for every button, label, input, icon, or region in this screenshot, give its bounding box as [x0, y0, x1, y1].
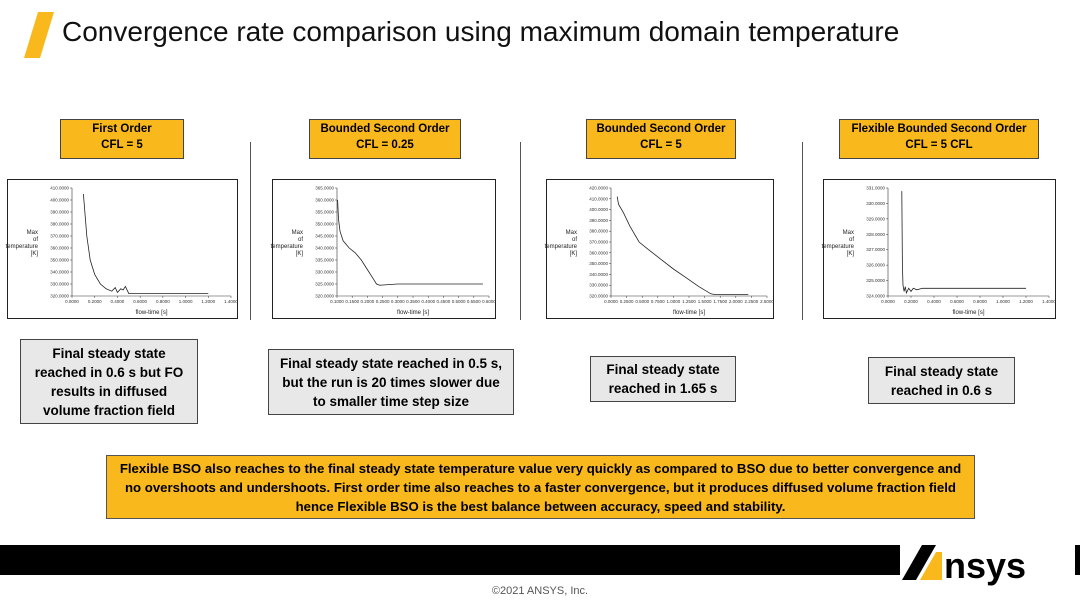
y-tick-label: 324.0000	[866, 293, 885, 299]
x-tick-label: 1.0000	[666, 299, 681, 304]
y-tick-label: 330.0000	[50, 281, 69, 287]
y-tick-label: 410.0000	[589, 196, 608, 202]
panel-header-line1: Bounded Second Order	[596, 123, 726, 135]
x-tick-label: 1.7500	[713, 299, 728, 304]
panel-header-first-order	[60, 119, 184, 159]
x-axis-label: flow-time [s]	[135, 310, 168, 316]
accent-slash-icon	[24, 12, 54, 58]
y-tick-label: 330.0000	[589, 282, 608, 288]
y-tick-label: 331.0000	[866, 185, 885, 191]
panel-note-text: Final steady state reached in 0.6 s	[884, 363, 999, 398]
x-tick-label: 0.2000	[87, 299, 102, 304]
y-tick-label: 327.0000	[866, 247, 885, 253]
y-tick-label: 355.0000	[315, 209, 334, 215]
panel-header-line1: Bounded Second Order	[320, 123, 450, 135]
y-tick-label: 326.0000	[866, 262, 885, 268]
x-tick-label: 1.4000	[1042, 299, 1056, 304]
panel-header-line2: CFL = 0.25	[356, 139, 414, 151]
temperature-plot	[5, 180, 239, 320]
x-tick-label: 0.3000	[390, 299, 405, 304]
x-tick-label: 0.6000	[133, 299, 148, 304]
y-tick-label: 380.0000	[50, 221, 69, 227]
x-tick-label: 0.8000	[973, 299, 987, 304]
y-tick-label: 320.0000	[315, 293, 334, 299]
panel-header-line2: CFL = 5 CFL	[905, 139, 973, 151]
panel-header-line1: First Order	[92, 123, 152, 135]
separator	[520, 142, 521, 320]
x-tick-label: 1.5000	[697, 299, 712, 304]
x-tick-label: 2.2500	[744, 299, 759, 304]
y-tick-label: 370.0000	[589, 239, 608, 245]
y-tick-label: 350.0000	[50, 257, 69, 263]
x-tick-label: 0.5000	[451, 299, 466, 304]
brand-text: Ansys	[700, 340, 703, 341]
x-tick-label: 0.0000	[881, 299, 895, 304]
x-tick-label: 0.2000	[360, 299, 375, 304]
y-tick-label: 380.0000	[589, 228, 608, 234]
chart-bso-cfl5	[546, 179, 774, 319]
separator	[802, 142, 803, 320]
series-line	[902, 191, 1026, 293]
panel-header-bso-cfl5	[586, 119, 736, 159]
y-tick-label: 329.0000	[866, 216, 885, 222]
temperature-plot	[544, 180, 775, 320]
y-tick-label: 340.0000	[589, 271, 608, 277]
x-tick-label: 0.7500	[650, 299, 665, 304]
panel-note	[20, 339, 198, 424]
x-tick-label: 0.0000	[604, 299, 618, 304]
x-tick-label: 1.2000	[201, 299, 216, 304]
y-tick-label: 390.0000	[50, 209, 69, 215]
y-tick-label: 330.0000	[866, 200, 885, 206]
panel-note-text: Final steady state reached in 0.5 s, but the run is 20 times slower due to smaller time step size	[279, 355, 503, 409]
x-tick-label: 1.0000	[996, 299, 1010, 304]
y-tick-label: 325.0000	[315, 281, 334, 287]
chart-flexible-bso	[823, 179, 1056, 319]
y-tick-label: 320.0000	[589, 293, 608, 299]
y-tick-label: 410.0000	[50, 185, 69, 191]
y-tick-label: 330.0000	[315, 269, 334, 275]
x-tick-label: 0.4500	[436, 299, 451, 304]
y-tick-label: 328.0000	[866, 231, 885, 237]
x-tick-label: 0.6000	[482, 299, 496, 304]
copyright: ©2021 ANSYS, Inc.	[491, 585, 589, 597]
x-tick-label: 0.3500	[406, 299, 420, 304]
panel-header-line1: Flexible Bounded Second Order	[851, 123, 1027, 135]
series-line	[617, 197, 748, 295]
x-tick-label: 0.2500	[375, 299, 390, 304]
separator	[250, 142, 251, 320]
y-tick-label: 360.0000	[50, 245, 69, 251]
y-tick-label: 325.0000	[866, 278, 885, 284]
panel-header-line2: CFL = 5	[101, 139, 143, 151]
y-tick-label: 340.0000	[315, 245, 334, 251]
x-tick-label: 0.2500	[619, 299, 634, 304]
panel-header-flexible-bso	[839, 119, 1039, 159]
x-axis-label: flow-time [s]	[952, 310, 985, 316]
panel-note-text: Final steady state reached in 1.65 s	[606, 362, 720, 396]
y-tick-label: 335.0000	[315, 257, 334, 263]
x-tick-label: 0.4000	[927, 299, 941, 304]
x-tick-label: 0.6000	[950, 299, 964, 304]
panel-note	[590, 356, 736, 402]
y-tick-label: 340.0000	[50, 269, 69, 275]
x-axis-label: flow-time [s]	[672, 310, 706, 316]
x-tick-label: 0.0000	[65, 299, 79, 304]
x-tick-label: 0.1000	[330, 299, 344, 304]
y-axis-label: Max of temperature [K]	[544, 230, 577, 257]
panel-note-text: Final steady state reached in 0.6 s but FO results in diffused volume fraction field	[34, 345, 184, 418]
temperature-plot	[821, 180, 1057, 320]
x-tick-label: 1.4000	[224, 299, 238, 304]
x-tick-label: 2.5000	[760, 299, 774, 304]
y-tick-label: 360.0000	[315, 197, 334, 203]
series-line	[338, 200, 483, 285]
x-tick-label: 0.5000	[635, 299, 650, 304]
x-tick-label: 0.2000	[904, 299, 918, 304]
y-tick-label: 350.0000	[589, 261, 608, 267]
summary-box: Flexible BSO also reaches to the final steady state temperature value very quickly as compared to BSO due to better convergence and no overshoots and undershoots. First order time also reaches to a faster convergence, but it produces diffused volume fraction field hence Flexible BSO is the best balance between accuracy, speed and stability.	[106, 455, 975, 519]
panel-note	[268, 349, 514, 415]
y-tick-label: 390.0000	[589, 217, 608, 223]
y-tick-label: 400.0000	[50, 197, 69, 203]
x-tick-label: 2.0000	[728, 299, 743, 304]
x-tick-label: 0.8000	[155, 299, 170, 304]
chart-bso-cfl025	[272, 179, 496, 319]
x-tick-label: 0.5500	[466, 299, 481, 304]
x-tick-label: 0.4000	[421, 299, 436, 304]
temperature-plot	[270, 180, 497, 320]
x-tick-label: 1.2000	[1019, 299, 1033, 304]
y-tick-label: 345.0000	[315, 233, 334, 239]
y-tick-label: 350.0000	[315, 221, 334, 227]
panel-header-bso-cfl025	[309, 119, 461, 159]
series-line	[83, 194, 208, 294]
y-tick-label: 420.0000	[589, 185, 608, 191]
y-axis-label: Max of temperature [K]	[270, 230, 303, 257]
y-axis-label: Max of temperature [K]	[5, 230, 38, 257]
y-tick-label: 400.0000	[589, 207, 608, 213]
slide-title: Convergence rate comparison using maximum domain temperature	[62, 16, 900, 47]
panel-header-line2: CFL = 5	[640, 139, 682, 151]
x-tick-label: 0.1500	[345, 299, 360, 304]
x-axis-label: flow-time [s]	[396, 310, 430, 316]
y-tick-label: 360.0000	[589, 250, 608, 256]
y-tick-label: 365.0000	[315, 185, 334, 191]
x-tick-label: 0.4000	[110, 299, 125, 304]
y-tick-label: 370.0000	[50, 233, 69, 239]
x-tick-label: 1.0000	[178, 299, 193, 304]
svg-text:nsys: nsys	[944, 545, 1027, 586]
x-tick-label: 1.2500	[682, 299, 696, 304]
y-tick-label: 320.0000	[50, 293, 69, 299]
chart-first-order	[7, 179, 238, 319]
y-axis-label: Max of temperature [K]	[821, 230, 854, 257]
panel-note	[868, 357, 1015, 404]
